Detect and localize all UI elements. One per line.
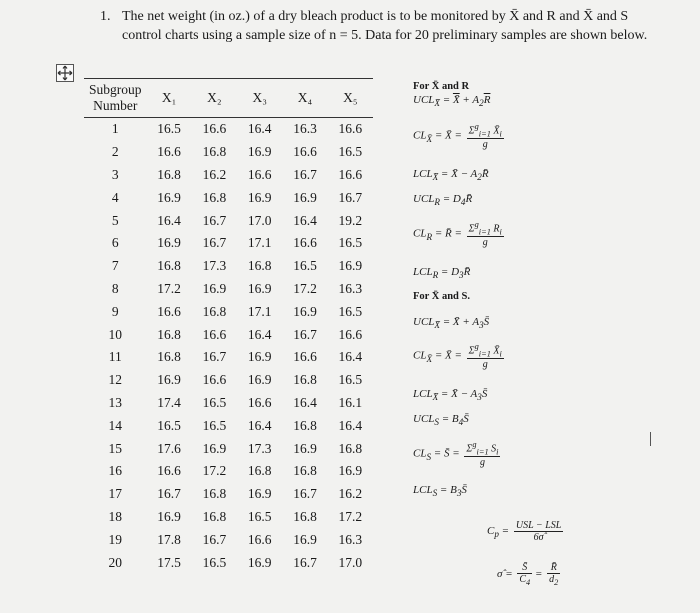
- formula-label: LCL: [413, 388, 433, 400]
- table-cell: 16.2: [202, 166, 227, 182]
- formula-lcl-xbar-s: $LCL_{X̄}$ = X̄ − $A_3S̄$: [413, 388, 488, 403]
- formula-label: UCL: [413, 94, 435, 106]
- table-cell: 17.5: [157, 554, 181, 570]
- table-row: [84, 460, 373, 483]
- table-cell: 16.9: [247, 372, 272, 388]
- table-row: [84, 323, 373, 346]
- table-cell: 16.6: [338, 166, 363, 182]
- heading-text: For X̄ and S.: [413, 291, 470, 302]
- table-cell: 16.9: [202, 280, 227, 296]
- table-cell: 16.9: [157, 189, 181, 205]
- table-cell: 16.5: [202, 554, 227, 570]
- table-cell: 17.1: [247, 235, 272, 251]
- formula-cp: $C_p$ = $\frac{\text{USL − LSL}}{6\sigmâ}$: [487, 520, 562, 543]
- table-cell: 16.7: [202, 531, 227, 547]
- table-cell: 16.7: [202, 235, 227, 251]
- table-cell: 16.5: [338, 235, 363, 251]
- table-cell: 16.8: [157, 166, 181, 182]
- table-cell: 16.6: [293, 235, 317, 251]
- table-cell: 17.2: [293, 280, 317, 296]
- subgroup-number-cell: 20: [108, 554, 122, 570]
- table-cell: 16.8: [202, 144, 227, 160]
- subgroup-number-cell: 16: [108, 463, 122, 479]
- formula-cl-xbar-s: $CL_{X̄}$ = X̄ = $\frac{\Sigma^g_{i=1} X̄_i}{g}$: [413, 342, 502, 371]
- table-cell: 16.8: [247, 258, 272, 274]
- subgroup-header: [84, 79, 146, 118]
- table-cell: 16.9: [247, 554, 272, 570]
- table-cell: 16.6: [157, 144, 181, 160]
- table-cell: 16.7: [202, 349, 227, 365]
- table-cell: 16.8: [202, 508, 227, 524]
- subgroup-number-cell: 5: [111, 212, 119, 228]
- table-row: [84, 437, 373, 460]
- table-cell: 17.2: [338, 508, 363, 524]
- subgroup-header-line1: Subgroup: [88, 82, 142, 97]
- table-row: [84, 528, 373, 551]
- table-cell: 16.7: [293, 326, 317, 342]
- table-cell: 16.8: [202, 486, 227, 502]
- table-row: [84, 232, 373, 255]
- table-cell: 16.6: [247, 394, 272, 410]
- table-cell: 16.8: [293, 508, 317, 524]
- table-cell: 16.9: [157, 372, 181, 388]
- column-header: X₅: [328, 79, 373, 118]
- table-cell: 16.8: [247, 463, 272, 479]
- formula-cl-xbar: $CL_{X̄}$ = X̄ = $\frac{\Sigma^g_{i=1} X̄_i}{g}$: [413, 122, 502, 151]
- formula-label: CL: [413, 447, 427, 460]
- table-cell: 16.6: [157, 463, 181, 479]
- table-cell: 16.2: [338, 486, 363, 502]
- formula-label: σ̂: [497, 568, 503, 581]
- table-cell: 16.6: [293, 144, 317, 160]
- data-table-container: [84, 78, 373, 574]
- table-cell: 16.9: [157, 508, 181, 524]
- subgroup-number-cell: 11: [108, 349, 122, 365]
- table-row: [84, 392, 373, 415]
- column-header: X₂: [192, 79, 237, 118]
- subgroup-number-cell: 15: [108, 440, 122, 456]
- table-cell: 16.7: [202, 212, 227, 228]
- subgroup-number-cell: 6: [111, 235, 119, 251]
- table-row: [84, 209, 373, 232]
- table-cell: 16.6: [247, 166, 272, 182]
- formula-label: CL: [413, 349, 427, 362]
- table-cell: 16.8: [293, 417, 317, 433]
- table-row: [84, 164, 373, 187]
- table-cell: 17.1: [247, 303, 272, 319]
- table-cell: 16.8: [157, 349, 181, 365]
- table-cell: 16.6: [202, 326, 227, 342]
- subgroup-number-cell: 12: [108, 372, 122, 388]
- subgroup-number-cell: 1: [111, 121, 119, 137]
- formula-label: LCL: [413, 484, 433, 496]
- table-row: [84, 118, 373, 141]
- formula-label: UCL: [413, 193, 435, 205]
- subgroup-number-cell: 18: [108, 508, 122, 524]
- move-handle-icon[interactable]: [56, 64, 74, 82]
- table-row: [84, 255, 373, 278]
- table-cell: 19.2: [338, 212, 363, 228]
- table-cell: 16.5: [157, 417, 181, 433]
- table-cell: 16.8: [293, 372, 317, 388]
- subgroup-header-line2: Number: [93, 98, 138, 113]
- table-cell: 16.4: [293, 394, 317, 410]
- subgroup-number-cell: 2: [111, 144, 119, 160]
- formula-cl-s: $CL_S$ = S̄ = $\frac{\Sigma^g_{i=1} S_i}{g}$: [413, 440, 499, 469]
- subgroup-number-cell: 8: [111, 280, 119, 296]
- formula-ucl-xbar-r: $UCL_{X̄} = \overline{X} + A_2\overline{R}$: [413, 94, 491, 109]
- table-cell: 16.9: [247, 280, 272, 296]
- table-cell: 17.8: [157, 531, 181, 547]
- table-cell: 16.9: [247, 349, 272, 365]
- table-cell: 17.3: [202, 258, 227, 274]
- table-cell: 16.7: [157, 486, 181, 502]
- table-cell: 16.9: [293, 531, 317, 547]
- table-cell: 16.7: [293, 554, 317, 570]
- table-cell: 16.9: [338, 463, 363, 479]
- table-row: [84, 300, 373, 323]
- formula-label: CL: [413, 227, 427, 240]
- table-row: [84, 346, 373, 369]
- table-cell: 16.5: [202, 417, 227, 433]
- table-cell: 16.8: [338, 440, 363, 456]
- table-cell: 16.5: [157, 121, 181, 137]
- column-header: X₃: [237, 79, 282, 118]
- table-cell: 16.6: [293, 349, 317, 365]
- table-cell: 16.4: [247, 326, 272, 342]
- formula-label: UCL: [413, 413, 435, 425]
- formula-cl-r: $CL_R$ = R̄ = $\frac{\Sigma^g_{i=1} R_i}{g}$: [413, 220, 502, 249]
- table-cell: 16.9: [202, 440, 227, 456]
- table-cell: 16.3: [338, 531, 363, 547]
- table-cell: 16.8: [202, 189, 227, 205]
- table-cell: 17.2: [202, 463, 227, 479]
- formula-sigma-hat: σ̂ = $\frac{S̄}{C_4}$ = $\frac{R̄}{d_2}$: [497, 562, 559, 587]
- subgroup-number-cell: 4: [111, 189, 119, 205]
- column-header: X₁: [146, 79, 191, 118]
- table-cell: 17.2: [157, 280, 181, 296]
- table-cell: 16.9: [338, 258, 363, 274]
- column-header: X₄: [282, 79, 327, 118]
- subgroup-number-cell: 3: [111, 166, 119, 182]
- table-cell: 16.6: [202, 121, 227, 137]
- formula-ucl-r: $UCL_R$ = $D_4R̄$: [413, 193, 473, 208]
- subgroup-number-cell: 10: [108, 326, 122, 342]
- table-row: [84, 278, 373, 301]
- table-cell: 17.6: [157, 440, 181, 456]
- table-cell: 17.4: [157, 394, 181, 410]
- table-cell: 16.5: [293, 258, 317, 274]
- table-cell: 16.8: [157, 326, 181, 342]
- formula-lcl-xbar-r: $LCL_{X̄}$ = X̄ − $A_2R̄$: [413, 168, 489, 183]
- table-cell: 16.1: [338, 394, 363, 410]
- table-cell: 16.8: [293, 463, 317, 479]
- problem-statement: [100, 7, 660, 45]
- cp-numerator: USL − LSL: [515, 520, 562, 531]
- subgroup-number-cell: 14: [108, 417, 122, 433]
- table-cell: 16.8: [202, 303, 227, 319]
- table-cell: 16.3: [293, 121, 317, 137]
- cp-denominator: 6σ̂: [533, 532, 544, 543]
- table-cell: 16.9: [157, 235, 181, 251]
- problem-text: The net weight (in oz.) of a dry bleach product is to be monitored by X̄ and R and X̄ and S control charts using a sample size of n = 5. Data for 20 preliminary samples are shown below.: [122, 9, 648, 43]
- table-cell: 16.7: [293, 166, 317, 182]
- table-body: [84, 118, 373, 574]
- table-cell: 16.4: [338, 349, 363, 365]
- formula-label: C: [487, 525, 495, 538]
- table-row: [84, 551, 373, 574]
- formula-heading-xbar-r: [413, 80, 469, 92]
- table-row: [84, 369, 373, 392]
- table-cell: 16.5: [338, 144, 363, 160]
- text-cursor: [650, 432, 651, 446]
- subgroup-number-cell: 13: [108, 394, 122, 410]
- heading-text: For X̄ and R: [413, 81, 470, 92]
- table-cell: 16.9: [247, 486, 272, 502]
- table-cell: 16.4: [247, 417, 272, 433]
- table-cell: 16.6: [157, 303, 181, 319]
- formula-heading-xbar-s: [413, 290, 470, 302]
- formula-lcl-r: $LCL_R$ = $D_3R̄$: [413, 266, 471, 281]
- table-cell: 16.7: [338, 189, 363, 205]
- table-header-row: [84, 79, 373, 118]
- table-cell: 16.7: [293, 486, 317, 502]
- table-cell: 16.9: [293, 440, 317, 456]
- table-cell: 16.5: [247, 508, 272, 524]
- table-cell: 16.9: [293, 189, 317, 205]
- table-cell: 16.3: [338, 280, 363, 296]
- table-cell: 16.5: [202, 394, 227, 410]
- table-cell: 16.6: [202, 372, 227, 388]
- subgroup-number-cell: 9: [111, 303, 119, 319]
- table-cell: 16.9: [247, 189, 272, 205]
- formula-label: CL: [413, 129, 427, 142]
- table-row: [84, 141, 373, 164]
- table-row: [84, 506, 373, 529]
- formula-label: LCL: [413, 266, 433, 278]
- table-cell: 16.9: [293, 303, 317, 319]
- formula-label: LCL: [413, 168, 433, 180]
- formula-lcl-s: $LCL_S$ = $B_3S̄$: [413, 484, 467, 499]
- table-cell: 17.3: [247, 440, 272, 456]
- table-row: [84, 483, 373, 506]
- table-cell: 16.5: [338, 372, 363, 388]
- table-cell: 16.4: [157, 212, 181, 228]
- subgroup-number-cell: 17: [108, 486, 122, 502]
- formula-ucl-s: $UCL_S$ = $B_4S̄$: [413, 413, 469, 428]
- table-cell: 16.6: [338, 326, 363, 342]
- problem-number: 1.: [100, 9, 111, 24]
- table-cell: 16.4: [338, 417, 363, 433]
- data-table: [84, 78, 373, 574]
- formula-label: UCL: [413, 316, 435, 328]
- table-cell: 16.4: [247, 121, 272, 137]
- table-cell: 16.8: [157, 258, 181, 274]
- table-cell: 16.9: [247, 144, 272, 160]
- formula-ucl-xbar-s: $UCL_{X̄}$ = X̄ + $A_3S̄$: [413, 316, 490, 331]
- table-cell: 17.0: [338, 554, 363, 570]
- table-cell: 16.6: [338, 121, 363, 137]
- table-row: [84, 414, 373, 437]
- subgroup-number-cell: 19: [108, 531, 122, 547]
- table-cell: 16.6: [247, 531, 272, 547]
- subgroup-number-cell: 7: [111, 258, 119, 274]
- table-cell: 17.0: [247, 212, 272, 228]
- table-row: [84, 186, 373, 209]
- table-cell: 16.5: [338, 303, 363, 319]
- table-cell: 16.4: [293, 212, 317, 228]
